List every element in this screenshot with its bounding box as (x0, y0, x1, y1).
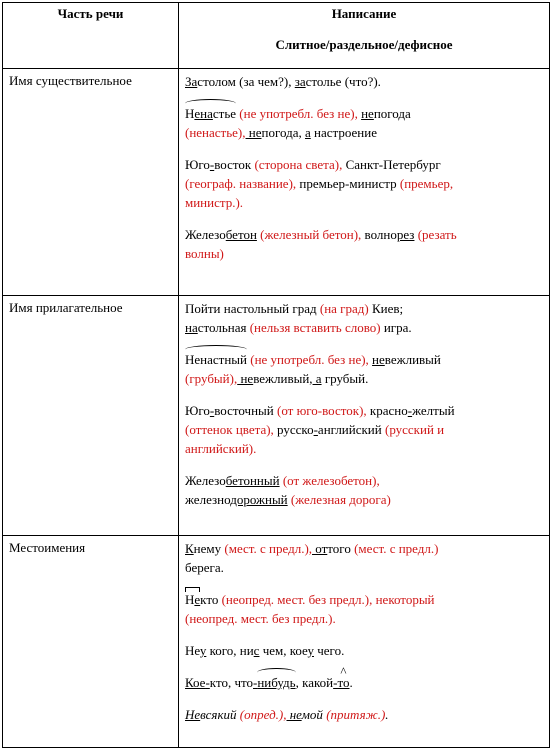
example-line: Ненастный (не употребл. без не), невежливый (грубый), невежливый, а грубый. (185, 352, 441, 386)
examples-adjective (179, 296, 550, 536)
table-header-row (3, 3, 550, 69)
spelling-table (2, 2, 550, 748)
pos-pronouns: Местоимения (3, 536, 179, 748)
example-line: Юго-восточный (от юго-восток), красно-желтый (оттенок цвета), русско-английский (русский и английский). (185, 403, 455, 456)
header-spelling (179, 3, 550, 69)
example-line: Неу кого, нис чем, коеу чего. (185, 643, 345, 658)
example-line: Некто (неопред. мест. без предл.), некоторый (неопред. мест. без предл.). (185, 592, 435, 626)
header-spelling-title: Написание (331, 6, 397, 21)
table-row (3, 536, 550, 748)
pos-noun: Имя существительное (3, 69, 179, 296)
example-line: Юго-восток (сторона света), Санкт-Петербург (географ. название), премьер-министр (премьер, министр.). (185, 157, 454, 210)
example-line: Кое-кто, что-нибудь, какой-^ то. (185, 673, 543, 692)
table-row (3, 69, 550, 296)
example-line: Невсякий (опред.), немой (притяж.). (185, 707, 389, 722)
example-line: Пойти настольный град (на град) Киев; настольная (нельзя вставить слово) игра. (185, 301, 412, 335)
examples-noun (179, 69, 550, 296)
example-line: Кнему (мест. с предл.), оттого (мест. с предл.) берега. (185, 541, 439, 575)
header-part-of-speech: Часть речи (3, 3, 179, 69)
example-line: Застолом (за чем?), застолье (что?). (185, 74, 381, 89)
example-line: Ненастье (не употребл. без не), непогода (ненастье), непогода, а настроение (185, 106, 411, 140)
examples-pronouns (179, 536, 550, 748)
example-line: Железобетон (железный бетон), волнорез (резать волны) (185, 227, 457, 261)
pos-adjective: Имя прилагательное (3, 296, 179, 536)
table-row (3, 296, 550, 536)
example-line: Железобетонный (от железобетон), железнодорожный (железная дорога) (185, 473, 391, 507)
header-spelling-types: Слитное/раздельное/дефисное (275, 37, 453, 52)
